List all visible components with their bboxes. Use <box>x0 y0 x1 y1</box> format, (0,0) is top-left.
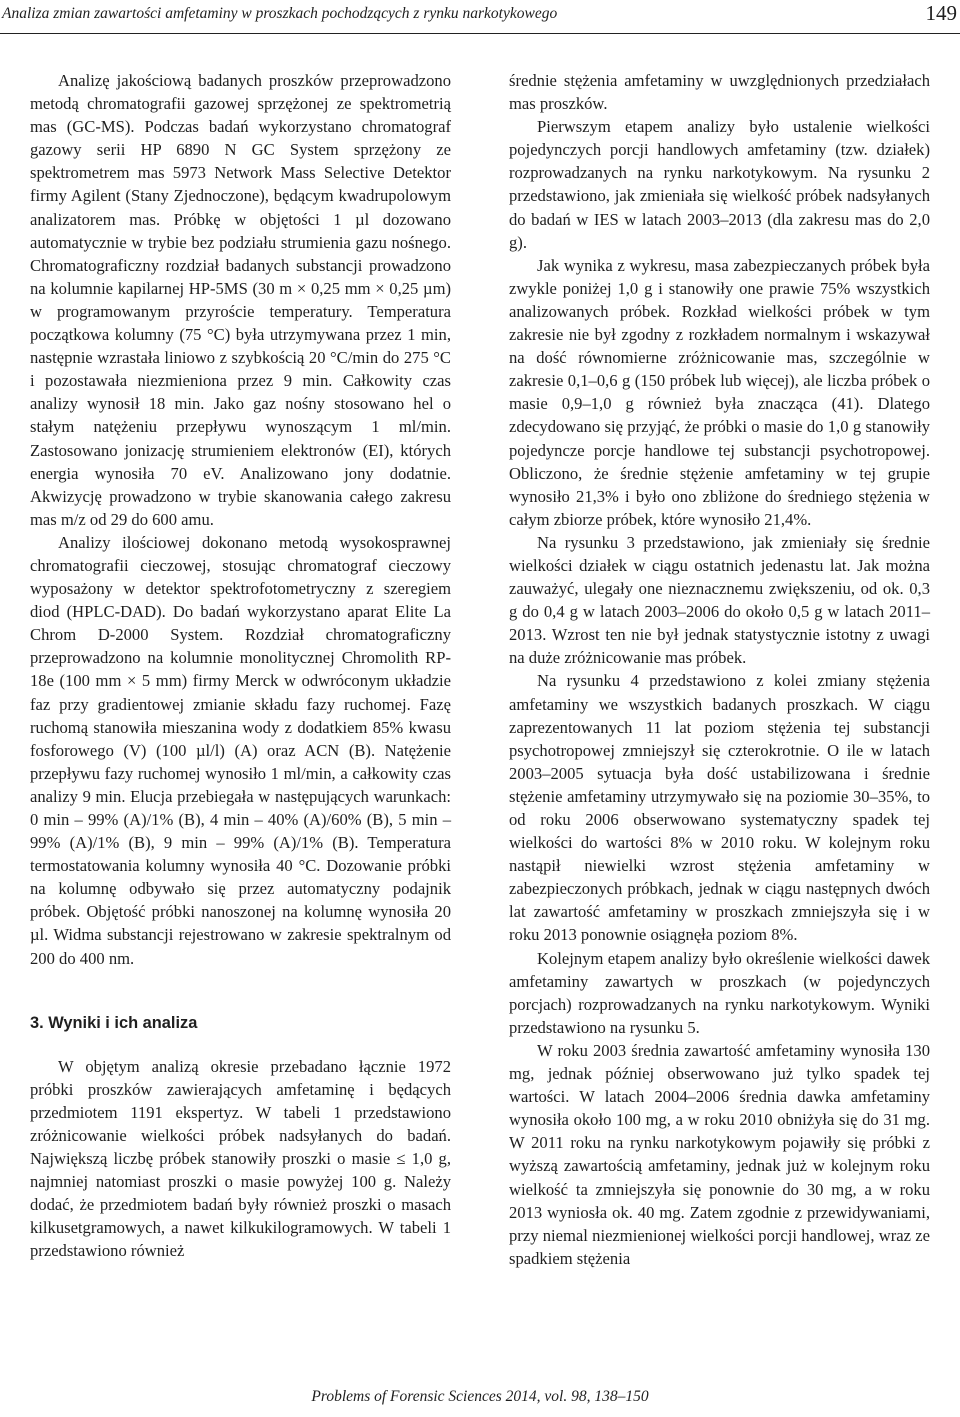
page-number: 149 <box>925 1 957 25</box>
page-footer: Problems of Forensic Sciences 2014, vol. 98, 138–150 <box>311 1388 649 1405</box>
body-paragraph: średnie stężenia amfetaminy w uwzględnionych przedziałach mas proszków. <box>509 71 930 114</box>
section-heading: 3. Wyniki i ich analiza <box>30 1013 198 1032</box>
body-paragraph: W objętym analizą okresie przebadano łącznie 1972 próbki proszków zawierających amfetaminę i będących przedmiotem 1191 ekspertyz. W tabeli 1 przedstawiono zróżnicowanie wielkości próbek nadsyłanych do badań. Największą liczbę próbek stanowiły proszki o masie ≤ 1,0 g, najmniej natomiast proszki o masie powyżej 100 g. Należy dodać, że przedmiotem badań były również proszki o masach kilkusetgramowych, a nawet kilkukilogramowych. W tabeli 1 przedstawiono również <box>30 1056 451 1261</box>
left-column <box>30 69 451 1263</box>
body-paragraph: Analizę jakościową badanych proszków przeprowadzono metodą chromatografii gazowej sprzężonej ze spektrometrią mas (GC-MS). Podczas badań wykorzystano chromatograf gazowy serii HP 6890 N GC System sprzężony ze spektrometrem mas 5973 Network Mass Selective Detektor firmy Agilent (Stany Zjednoczone), będącym kwadrupolowym analizatorem mas. Próbkę w objętości 1 µl dozowano automatycznie w trybie bez podziału strumienia gazu nośnego. Chromatograficzny rozdział badanych substancji prowadzono na kolumnie kapilarnej HP-5MS (30 m × 0,25 mm × 0,25 µm) w programowanym przyroście temperatury. Temperatura początkowa kolumny (75 °C) była utrzymywana przez 1 min, następnie wzrastała liniowo z szybkością 20 °C/min do 275 °C i pozostawała niezmieniona przez 9 min. Całkowity czas analizy wynosił 18 min. Jako gaz nośny stosowano hel o stałym natężeniu przepływu wynoszącym 1 ml/min. Zastosowano jonizację strumieniem elektronów (EI), których energia wynosiła 70 eV. Analizowano jony dodatnie. Akwizycję prowadzono w trybie skanowania całego zakresu mas m/z od 29 do 600 amu. <box>30 71 451 529</box>
body-paragraph: W roku 2003 średnia zawartość amfetaminy wynosiła 130 mg, jednak później obserwowano już tylko spadek tej wartości. W latach 2004–2006 średnia dawka amfetaminy wynosiła około 100 mg, a w roku 2010 obniżyła się do 31 mg. W 2011 roku na rynku narkotykowym pojawiły się próbki z wyższą zawartością amfetaminy, jednak już w kolejnym roku wielkość ta zmniejszyła się ponownie do 30 mg, a w roku 2013 wyniosła ok. 40 mg. Zatem zgodnie z przewidywaniami, przy niemal niezmienionej wielkości porcji handlowej, wraz ze spadkiem stężenia <box>509 1040 930 1268</box>
body-paragraph: Na rysunku 3 przedstawiono, jak zmieniały się średnie wielkości działek w ciągu ostatnich jedenastu lat. Jak można zauważyć, ulegały one nieznacznemu zwiększeniu, od ok. 0,3 g do 0,4 g w latach 2003–2006 do około 0,5 g w latach 2011–2013. Wzrost ten nie był jednak statystycznie istotny z uwagi na duże zróżnicowanie mas próbek. <box>509 532 930 668</box>
right-column <box>509 69 930 1270</box>
page-header <box>0 0 960 34</box>
body-paragraph: Pierwszym etapem analizy było ustalenie wielkości pojedynczych porcji handlowych amfetaminy (tzw. działek) rozprowadzanych na rynku narkotykowym. Na rysunku 2 przedstawiono, jak zmieniała się wielkość próbek nadsyłanych do badań w IES w latach 2003–2013 (dla zakresu mas do 2,0 g). <box>509 117 930 252</box>
running-title: Analiza zmian zawartości amfetaminy w proszkach pochodzących z rynku narkotykowego <box>2 5 558 22</box>
body-paragraph: Jak wynika z wykresu, masa zabezpieczanych próbek była zwykle poniżej 1,0 g i stanowiły one prawie 75% wszystkich analizowanych próbek. Rozkład wielkości próbek w tym zakresie nie był zgodny z rozkładem normalnym i wskazywał na dość równomierne zróżnicowanie mas, szczególnie w zakresie 0,1–0,6 g (150 próbek lub więcej), ale liczba próbek o masie 0,9–1,0 g również była znacząca (41). Dlatego zdecydowano się przyjąć, że próbki o masie do 1,0 g stanowiły pojedyncze porcje handlowe tej substancji psychotropowej. Obliczono, że średnie stężenie amfetaminy w tej grupie wynosiło 21,3% i było ono zbliżone do średniego stężenia w całym zbiorze próbek, które wynosiło 21,4%. <box>509 255 930 529</box>
header-rule <box>0 33 960 34</box>
body-paragraph: Kolejnym etapem analizy było określenie wielkości dawek amfetaminy zawartych w proszkach (w pojedynczych porcjach) rozprowadzanych na rynku narkotykowym. Wyniki przedstawiono na rysunku 5. <box>509 948 930 1037</box>
body-paragraph: Na rysunku 4 przedstawiono z kolei zmiany stężenia amfetaminy we wszystkich badanych proszkach. W ciągu zaprezentowanych 11 lat poziom stężenia tej substancji psychotropowej zmniejszył się czterokrotnie. O ile w latach 2003–2005 sytuacja była dość ustabilizowana i średnie stężenie amfetaminy utrzymywało się na poziomie 30–35%, to od roku 2006 obserwowano systematyczny spadek tej wielkości do wartości 8% w 2010 roku. W kolejnym roku nastąpił niewielki wzrost stężenia amfetaminy w zabezpieczonych próbkach, jednak w ciągu następnych dwóch lat zawartość amfetaminy w proszkach zmniejszyła się i w roku 2013 ponownie osiągnęła poziom 8%. <box>509 671 930 945</box>
body-paragraph: Analizy ilościowej dokonano metodą wysokosprawnej chromatografii cieczowej, stosując chromatograf cieczowy wyposażony w detektor spektrofotometryczny z szeregiem diod (HPLC-DAD). Do badań wykorzystano aparat Elite La Chrom D-2000 System. Rozdział chromatograficzny przeprowadzono na kolumnie monolitycznej Chromolith RP-18e (100 mm × 5 mm) firmy Merck w odwróconym układzie faz przy gradientowej zmianie składu fazy ruchomej. Fazę ruchomą stanowiła mieszanina wody z dodatkiem 85% kwasu fosforowego (V) (100 µl/l) (A) oraz ACN (B). Natężenie przepływu fazy ruchomej wynosiło 1 ml/min, a całkowity czas analizy 9 min. Elucja przebiegała w następujących warunkach: 0 min – 99% (A)/1% (B), 4 min – 40% (A)/60% (B), 5 min – 99% (A)/1% (B), 9 min – 99% (A)/1% (B). Temperatura termostatowania kolumny wynosiła 40 °C. Dozowanie próbki na kolumnę odbywało się przez automatyczny podajnik próbek. Objętość próbki nanoszonej na kolumnę wynosiła 20 µl. Widma substancji rejestrowano w zakresie spektralnym od 200 do 400 nm. <box>30 532 451 968</box>
